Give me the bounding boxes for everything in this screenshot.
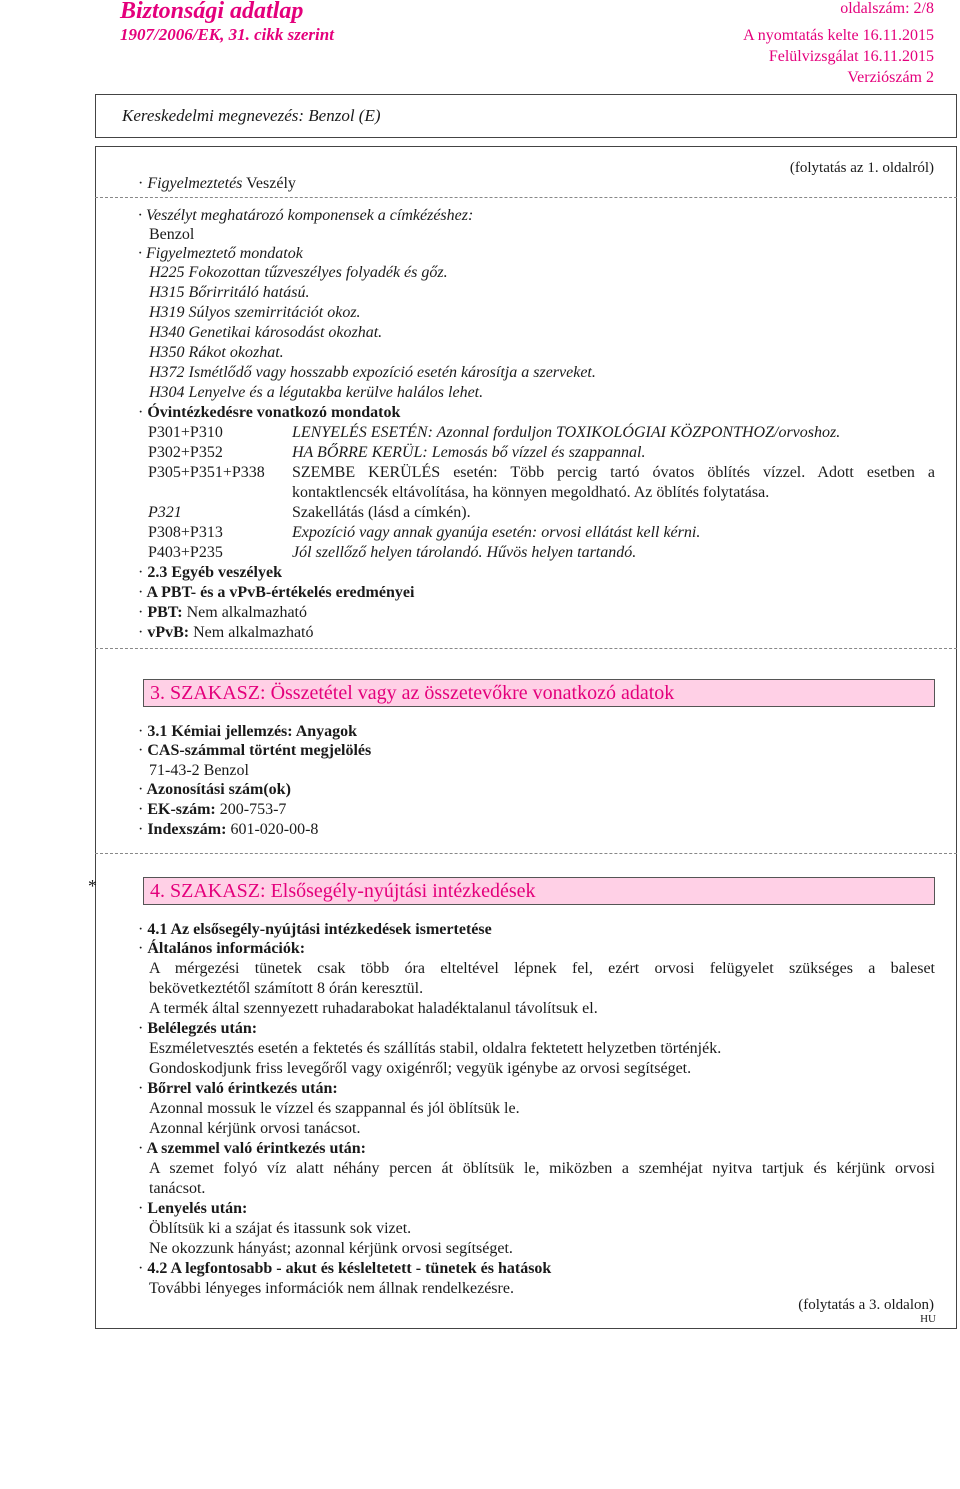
ids-label	[138, 780, 291, 799]
version-number: Verziószám 2	[847, 69, 934, 86]
precaution-text: SZEMBE KERÜLÉS esetén: Több percig tartó óvatos öblítés vízzel. Adott esetben a	[292, 464, 935, 481]
precaution-code: P308+P313	[148, 524, 223, 541]
symptoms-label	[138, 1259, 551, 1278]
precaution-text: LENYELÉS ESETÉN: Azonnal forduljon TOXIKOLÓGIAI KÖZPONTHOZ/orvoshoz.	[292, 424, 841, 441]
hazard-statement: H372 Ismétlődő vagy hosszabb expozíció esetén károsítja a szerveket.	[149, 364, 596, 381]
bullet-icon: ·	[138, 584, 144, 601]
bullet-icon: ·	[138, 404, 144, 421]
page-number: oldalszám: 2/8	[840, 0, 934, 17]
section-3-heading-bar	[143, 679, 935, 707]
index-value: 601-020-00-8	[230, 821, 319, 838]
pbt-label: PBT:	[147, 604, 183, 621]
eye-contact-text: A szemet folyó víz alatt néhány percen át öblítsük le, miközben a szemhéjat nyitva tartjuk és kérjünk orvosi	[149, 1160, 935, 1177]
continued-from: (folytatás az 1. oldalról)	[789, 160, 934, 176]
pbt-row	[138, 603, 307, 622]
ids-label-text: Azonosítási szám(ok)	[146, 781, 291, 798]
ek-label: EK-szám:	[147, 801, 216, 818]
precaution-text: Szakellátás (lásd a címkén).	[292, 504, 471, 521]
hazard-statement: H319 Súlyos szemirritációt okoz.	[149, 304, 361, 321]
bullet-icon: ·	[138, 921, 144, 938]
hazard-statement: H315 Bőrirritáló hatású.	[149, 284, 310, 301]
bullet-icon: ·	[138, 1020, 144, 1037]
vpvb-label: vPvB:	[147, 624, 190, 641]
bullet-icon: ·	[138, 742, 144, 759]
bullet-icon: ·	[138, 940, 144, 957]
precaution-text: Jól szellőző helyen tárolandó. Hűvös helyen tartandó.	[292, 544, 637, 561]
skin-contact-text: Azonnal kérjünk orvosi tanácsot.	[149, 1120, 361, 1137]
general-info-text: bekövetkeztétől számított 8 órán keresztül.	[149, 980, 424, 997]
vpvb-value: Nem alkalmazható	[193, 624, 314, 641]
index-label: Indexszám:	[147, 821, 227, 838]
eye-contact-label	[138, 1139, 366, 1158]
pbt-value: Nem alkalmazható	[186, 604, 307, 621]
chem-characterization-text: 3.1 Kémiai jellemzés: Anyagok	[147, 723, 358, 740]
first-aid-description	[138, 920, 492, 939]
precautionary-text: Óvintézkedésre vonatkozó mondatok	[147, 404, 401, 421]
signal-word-label: Figyelmeztetés	[147, 175, 243, 192]
symptoms-label-text: 4.2 A legfontosabb - akut és késleltetett - tünetek és hatások	[147, 1260, 552, 1277]
general-info-label-text: Általános információk:	[147, 940, 306, 957]
first-aid-description-text: 4.1 Az elsősegély-nyújtási intézkedések ismertetése	[147, 921, 492, 938]
signal-word-value: Veszély	[246, 175, 296, 192]
signal-word-row	[138, 174, 296, 193]
bullet-icon: ·	[138, 781, 144, 798]
hazard-components-value: Benzol	[149, 226, 195, 243]
cas-label	[138, 741, 371, 760]
hazard-statement: H225 Fokozottan tűzveszélyes folyadék és gőz.	[149, 264, 448, 281]
bullet-icon: ·	[138, 1200, 144, 1217]
bullet-icon: ·	[138, 604, 144, 621]
ingestion-label	[138, 1199, 247, 1218]
divider	[95, 648, 957, 649]
regulation-reference: 1907/2006/EK, 31. cikk szerint	[120, 25, 334, 44]
precaution-code: P321	[148, 504, 182, 521]
precaution-code: P302+P352	[148, 444, 223, 461]
ingestion-text: Öblítsük ki a szájat és itassunk sok vizet.	[149, 1220, 412, 1237]
ek-value: 200-753-7	[219, 801, 287, 818]
chem-characterization	[138, 722, 357, 741]
hazard-statement: H350 Rákot okozhat.	[149, 344, 284, 361]
bullet-icon: ·	[138, 801, 144, 818]
pbt-results-text: A PBT- és a vPvB-értékelés eredményei	[146, 584, 415, 601]
language-code: HU	[920, 1313, 936, 1325]
section-3-heading: 3. SZAKASZ: Összetétel vagy az összetevőkre vonatkozó adatok	[150, 682, 675, 704]
bullet-icon: ·	[138, 723, 144, 740]
bullet-icon: ·	[138, 245, 142, 262]
skin-contact-text: Azonnal mossuk le vízzel és szappannal és jól öblítsük le.	[149, 1100, 520, 1117]
hazard-components-label	[138, 206, 473, 225]
ingestion-label-text: Lenyelés után:	[147, 1200, 248, 1217]
other-hazards-text: 2.3 Egyéb veszélyek	[147, 564, 282, 581]
index-row	[138, 820, 318, 839]
bullet-icon: ·	[138, 624, 144, 641]
ek-row	[138, 800, 286, 819]
general-info-label	[138, 939, 305, 958]
precaution-code: P301+P310	[148, 424, 223, 441]
hazard-statements-label	[138, 244, 303, 263]
bullet-icon: ·	[138, 207, 142, 224]
vpvb-row	[138, 623, 314, 642]
print-date: A nyomtatás kelte 16.11.2015	[743, 27, 934, 44]
ingestion-text: Ne okozzunk hányást; azonnal kérjünk orvosi segítséget.	[149, 1240, 513, 1257]
precautionary-label	[138, 403, 400, 422]
hazard-components-text: Veszélyt meghatározó komponensek a címkézéshez:	[146, 207, 474, 224]
precaution-code: P305+P351+P338	[148, 464, 265, 481]
inhalation-text: Gondoskodjunk friss levegőről vagy oxigénről; vegyük igénybe az orvosi segítséget.	[149, 1060, 692, 1077]
general-info-text: A termék által szennyezett ruhadarabokat haladéktalanul távolítsuk el.	[149, 1000, 598, 1017]
inhalation-label-text: Belélegzés után:	[147, 1020, 258, 1037]
eye-contact-label-text: A szemmel való érintkezés után:	[146, 1140, 366, 1157]
skin-contact-label-text: Bőrrel való érintkezés után:	[147, 1080, 338, 1097]
hazard-statement: H340 Genetikai károsodást okozhat.	[149, 324, 383, 341]
bullet-icon: ·	[138, 821, 144, 838]
trade-name: Kereskedelmi megnevezés: Benzol (E)	[122, 106, 381, 125]
bullet-icon: ·	[138, 1260, 144, 1277]
precaution-text: Expozíció vagy annak gyanúja esetén: orvosi ellátást kell kérni.	[292, 524, 701, 541]
skin-contact-label	[138, 1079, 338, 1098]
document-title: Biztonsági adatlap	[120, 0, 304, 24]
bullet-icon: ·	[138, 564, 144, 581]
cas-value: 71-43-2 Benzol	[149, 762, 249, 779]
general-info-text: A mérgezési tünetek csak több óra elteltével lépnek fel, ezért orvosi felügyelet szükséges a baleset	[149, 960, 935, 977]
pbt-results	[138, 583, 414, 602]
symptoms-text: További lényeges információk nem állnak rendelkezésre.	[149, 1280, 514, 1297]
precaution-text: HA BŐRRE KERÜL: Lemosás bő vízzel és szappannal.	[292, 444, 646, 461]
section-4-heading-bar	[143, 877, 935, 905]
bullet-icon: ·	[138, 1140, 144, 1157]
change-marker: *	[88, 876, 97, 896]
bullet-icon: ·	[138, 175, 144, 192]
inhalation-label	[138, 1019, 257, 1038]
inhalation-text: Eszméletvesztés esetén a fektetés és szállítás stabil, oldalra fektetett helyzetben történjék.	[149, 1040, 722, 1057]
section-4-heading: 4. SZAKASZ: Elsősegély-nyújtási intézkedések	[150, 880, 536, 902]
precaution-code: P403+P235	[148, 544, 223, 561]
precaution-text-continued: kontaktlencsék eltávolítása, ha könnyen megoldható. Az öblítés folytatása.	[292, 484, 770, 501]
eye-contact-text: tanácsot.	[149, 1180, 206, 1197]
cas-label-text: CAS-számmal történt megjelölés	[147, 742, 372, 759]
divider	[95, 197, 957, 198]
hazard-statements-text: Figyelmeztető mondatok	[146, 245, 303, 262]
revision-date: Felülvizsgálat 16.11.2015	[768, 48, 934, 65]
divider	[95, 853, 957, 854]
bullet-icon: ·	[138, 1080, 144, 1097]
other-hazards	[138, 563, 282, 582]
hazard-statement: H304 Lenyelve és a légutakba kerülve halálos lehet.	[149, 384, 484, 401]
continued-to: (folytatás a 3. oldalon)	[798, 1297, 934, 1313]
